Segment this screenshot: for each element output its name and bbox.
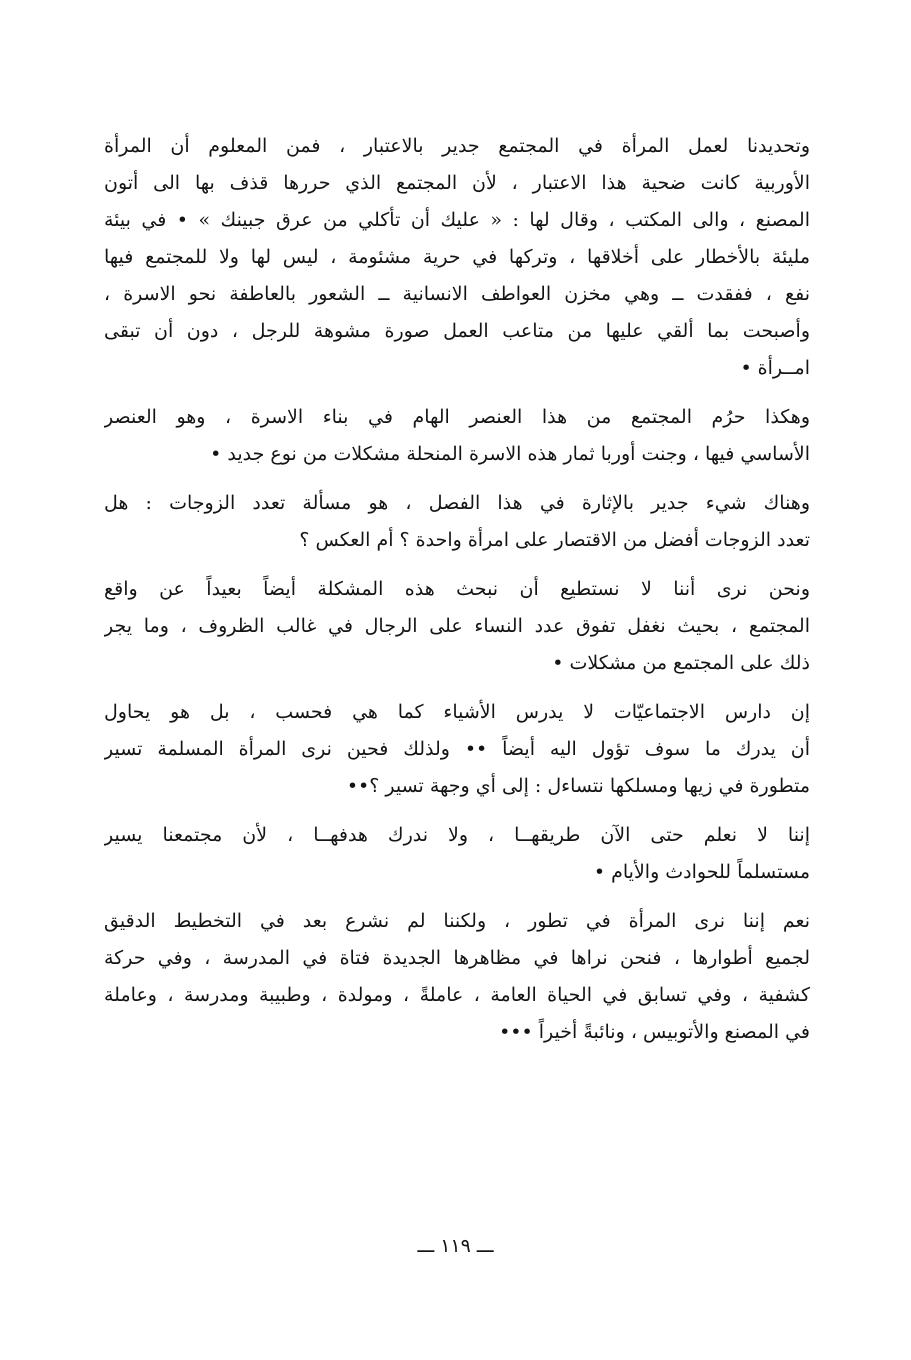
paragraph-woman-evolution <box>104 903 810 1051</box>
text-line: امــرأة • <box>740 357 810 379</box>
paragraph-polygamy-question <box>104 485 810 559</box>
text-line: نفع ، ففقدت ــ وهي مخزن العواطف الانسانية ــ الشعور بالعاطفة نحو الاسرة ، <box>104 283 810 305</box>
text-line: في المصنع والأتوبيس ، ونائبةً أخيراً ••• <box>499 1021 810 1043</box>
text-line: كشفية ، وفي تسابق في الحياة العامة ، عاملةً ، ومولدة ، وطبيبة ومدرسة ، وعاملة <box>104 984 810 1006</box>
text-line: مليئة بالأخطار على أخلاقها ، وتركها في حرية مشئومة ، ليس لها ولا للمجتمع فيها <box>104 246 810 268</box>
page-number: ـــ ١١٩ ـــ <box>417 1235 494 1257</box>
paragraph-unknown-path <box>104 817 810 891</box>
text-line: المجتمع ، بحيث نغفل تفوق عدد النساء على الرجال في غالب الظروف ، وما يجر <box>104 615 810 637</box>
paragraph-society-reality <box>104 571 810 682</box>
paragraph-family-element <box>104 399 810 473</box>
text-line: متطورة في زيها ومسلكها نتساءل : إلى أي وجهة تسير ؟•• <box>346 775 810 797</box>
text-line: ذلك على المجتمع من مشكلات • <box>552 652 810 674</box>
text-line: المصنع ، والى المكتب ، وقال لها : « عليك أن تأكلي من عرق جبينك » • في بيئة <box>104 209 810 231</box>
text-line: نعم إننا نرى المرأة في تطور ، ولكننا لم نشرع بعد في التخطيط الدقيق <box>104 910 810 932</box>
text-line: أن يدرك ما سوف تؤول اليه أيضاً •• ولذلك فحين نرى المرأة المسلمة تسير <box>104 738 810 760</box>
text-line: تعدد الزوجات أفضل من الاقتصار على امرأة واحدة ؟ أم العكس ؟ <box>299 529 810 551</box>
text-line: ونحن نرى أننا لا نستطيع أن نبحث هذه المشكلة أيضاً بعيداً عن واقع <box>104 578 810 600</box>
text-line: الأساسي فيها ، وجنت أوربا ثمار هذه الاسرة المنحلة مشكلات من نوع جديد • <box>210 443 810 465</box>
page-body <box>104 128 810 1051</box>
paragraph-women-work <box>104 128 810 387</box>
text-line: وهناك شيء جدير بالإثارة في هذا الفصل ، هو مسألة تعدد الزوجات : هل <box>104 492 810 514</box>
text-line: وهكذا حرُم المجتمع من هذا العنصر الهام في بناء الاسرة ، وهو العنصر <box>104 406 810 428</box>
text-line: إننا لا نعلم حتى الآن طريقهــا ، ولا ندرك هدفهــا ، لأن مجتمعنا يسير <box>104 824 810 846</box>
text-line: إن دارس الاجتماعيّات لا يدرس الأشياء كما هي فحسب ، بل هو يحاول <box>104 701 810 723</box>
text-line: وأصبحت بما ألقي عليها من متاعب العمل صورة مشوهة للرجل ، دون أن تبقى <box>104 320 810 342</box>
text-line: لجميع أطوارها ، فنحن نراها في مظاهرها الجديدة فتاة في المدرسة ، وفي حركة <box>104 947 810 969</box>
paragraph-social-studies <box>104 694 810 805</box>
text-line: وتحديدنا لعمل المرأة في المجتمع جدير بالاعتبار ، فمن المعلوم أن المرأة <box>104 135 810 157</box>
text-line: الأوربية كانت ضحية هذا الاعتبار ، لأن المجتمع الذي حررها قذف بها الى أتون <box>104 172 810 194</box>
text-line: مستسلماً للحوادث والأيام • <box>593 861 810 883</box>
